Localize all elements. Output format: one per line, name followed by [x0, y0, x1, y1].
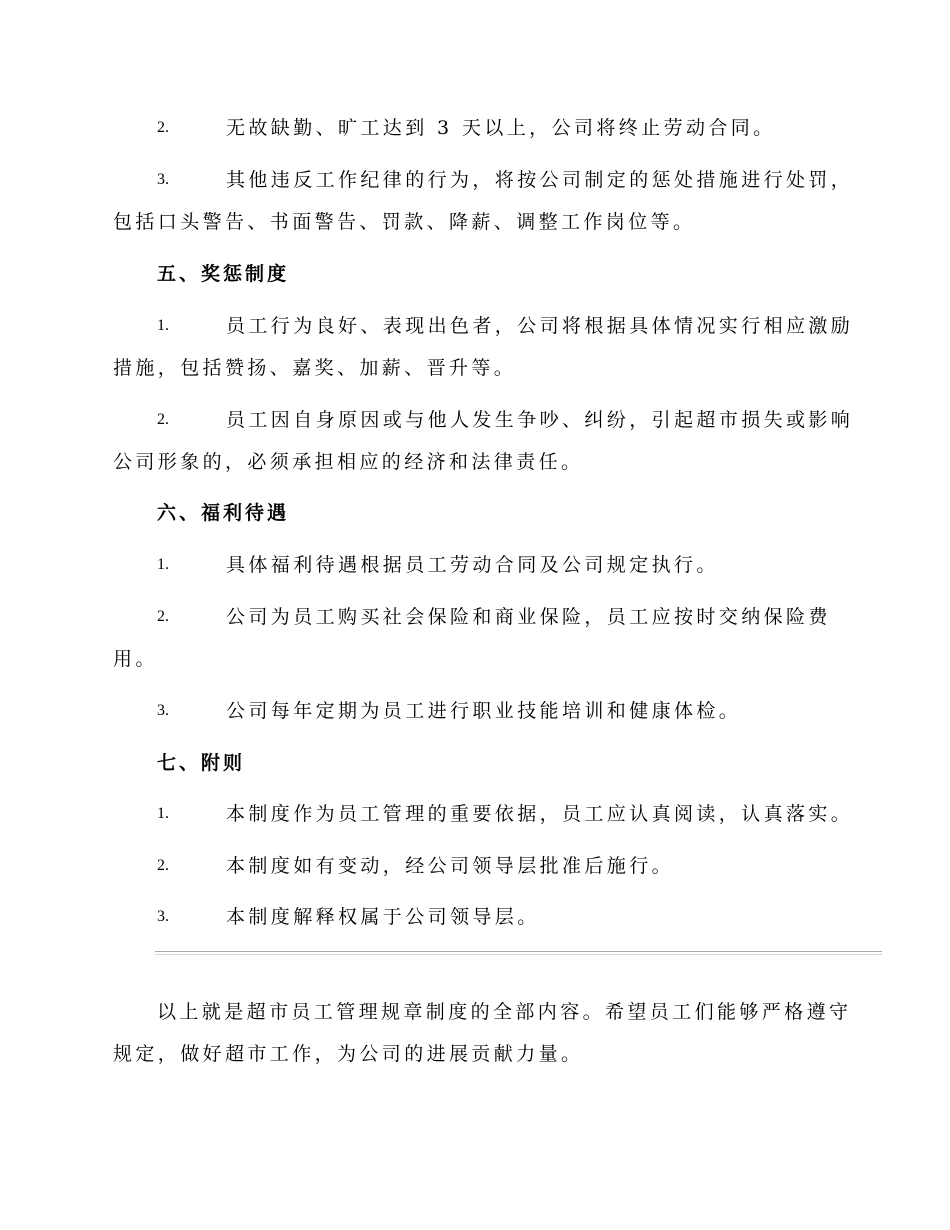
item-text-continued: 措施，包括赞扬、嘉奖、加薪、晋升等。 [113, 357, 517, 379]
closing-text-continued: 规定，做好超市工作，为公司的进展贡献力量。 [113, 1043, 584, 1065]
item-text: 本制度如有变动，经公司领导层批准后施行。 [226, 855, 675, 877]
item-number: 1. [157, 317, 169, 334]
item-number: 2. [157, 857, 169, 874]
item-text-continued: 公司形象的，必须承担相应的经济和法律责任。 [113, 451, 584, 473]
item-number: 2. [157, 119, 169, 136]
item-text: 其他违反工作纪律的行为，将按公司制定的惩处措施进行处罚， [226, 169, 854, 191]
item-text-continued: 用。 [113, 648, 158, 670]
item-text: 公司每年定期为员工进行职业技能培训和健康体检。 [226, 700, 742, 722]
item-number: 3. [157, 908, 169, 925]
item-text: 公司为员工购买社会保险和商业保险，员工应按时交纳保险费 [226, 606, 831, 628]
item-text: 具体福利待遇根据员工劳动合同及公司规定执行。 [226, 554, 719, 576]
item-text: 本制度作为员工管理的重要依据，员工应认真阅读，认真落实。 [226, 803, 854, 825]
item-number: 1. [157, 556, 169, 573]
item-number: 2. [157, 608, 169, 625]
horizontal-divider [155, 951, 882, 955]
item-number: 3. [157, 702, 169, 719]
item-text: 无故缺勤、旷工达到 3 天以上，公司将终止劳动合同。 [226, 117, 776, 139]
item-text: 员工行为良好、表现出色者，公司将根据具体情况实行相应激励 [226, 315, 854, 337]
closing-text: 以上就是超市员工管理规章制度的全部内容。希望员工们能够严格遵守 [157, 1001, 852, 1023]
item-number: 2. [157, 411, 169, 428]
section-heading: 七、附则 [157, 752, 246, 774]
section-heading: 五、奖惩制度 [157, 263, 290, 285]
item-number: 3. [157, 171, 169, 188]
section-heading: 六、福利待遇 [157, 502, 290, 524]
item-text-continued: 包括口头警告、书面警告、罚款、降薪、调整工作岗位等。 [113, 211, 696, 233]
item-text: 本制度解释权属于公司领导层。 [226, 906, 540, 928]
item-text: 员工因自身原因或与他人发生争吵、纠纷，引起超市损失或影响 [226, 409, 854, 431]
item-number: 1. [157, 805, 169, 822]
